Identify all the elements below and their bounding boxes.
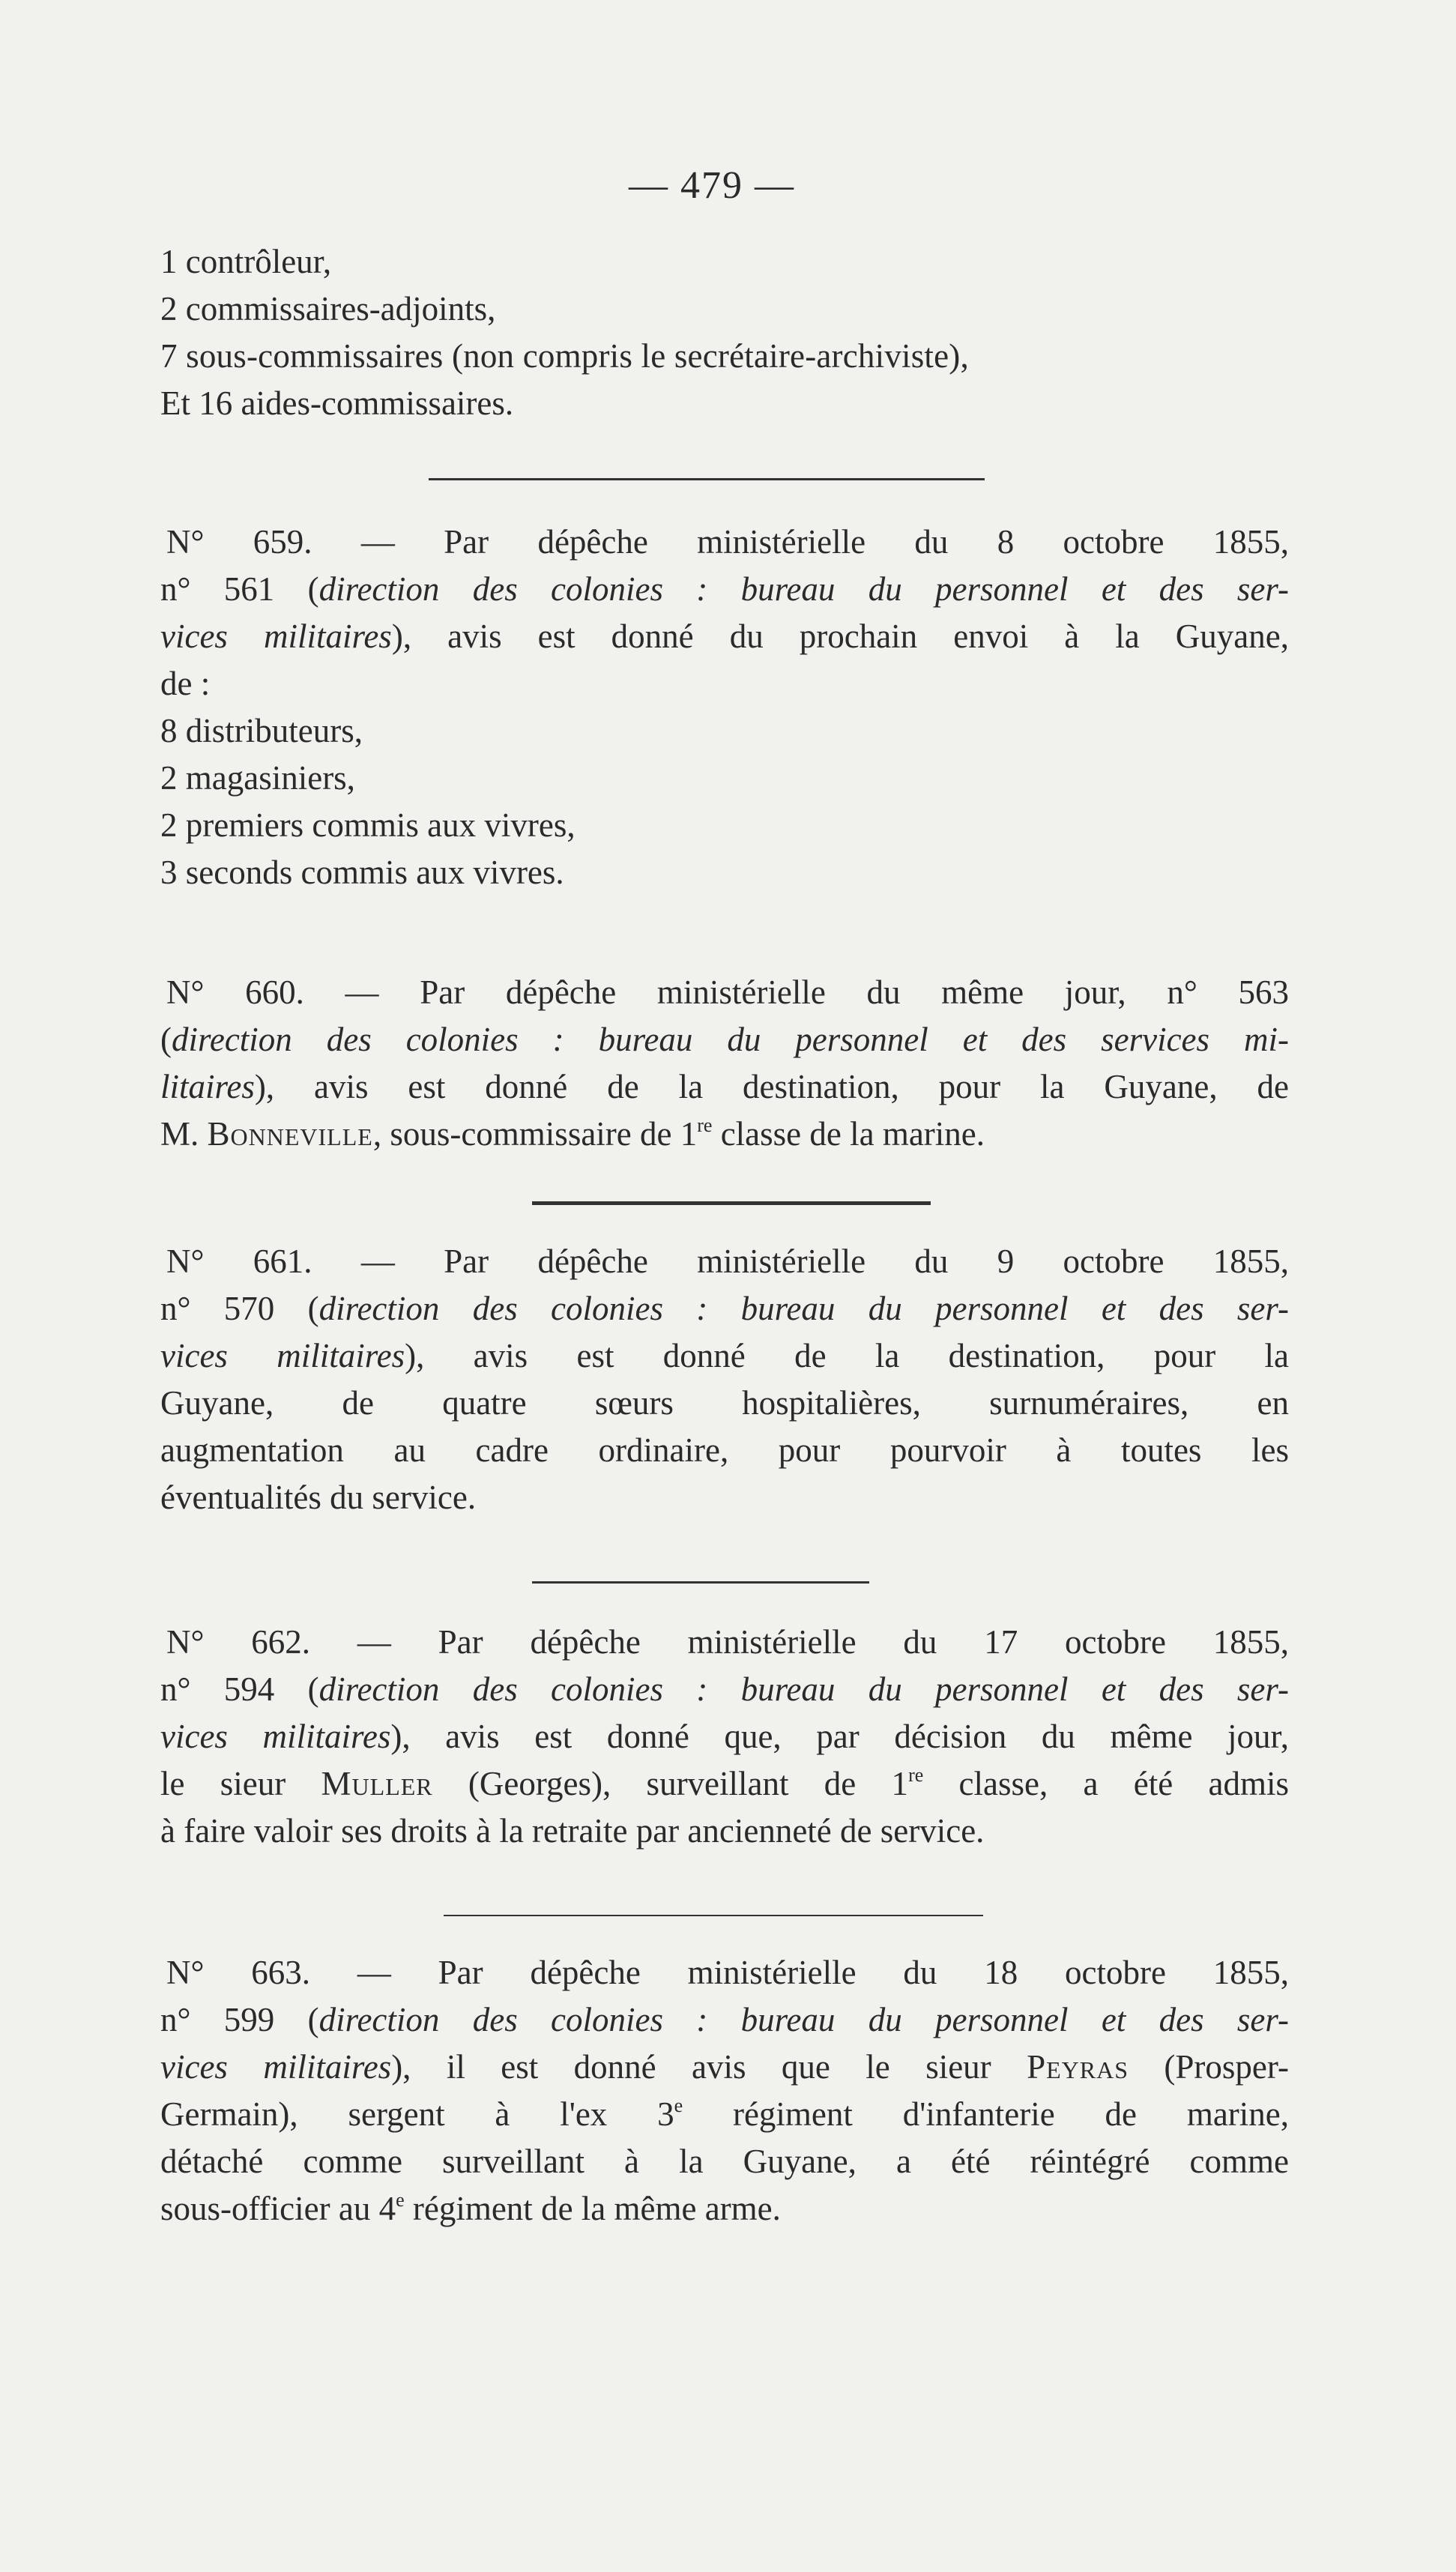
intro-line: 7 sous-commissaires (non compris le secrétaire-archiviste), <box>160 337 969 375</box>
entry-line: n° 561 (direction des colonies : bureau du personnel et des ser- <box>160 570 1289 608</box>
entry-line: augmentation au cadre ordinaire, pour pourvoir à toutes les <box>160 1431 1289 1469</box>
section-divider <box>429 478 985 480</box>
entry-line: vices militaires), avis est donné de la destination, pour la <box>160 1337 1290 1374</box>
entry-line: vices militaires), avis est donné du prochain envoi à la Guyane, <box>160 618 1289 655</box>
entry-line: vices militaires), avis est donné que, par décision du même jour, <box>160 1718 1289 1755</box>
entry-line: vices militaires), il est donné avis que le sieur Peyras (Prosper- <box>160 2048 1289 2086</box>
entry-line: N° 659. — Par dépêche ministérielle du 8 octobre 1855, <box>166 523 1289 561</box>
intro-line: 1 contrôleur, <box>160 243 332 280</box>
list-item: 8 distributeurs, <box>160 712 363 749</box>
entry-663 <box>160 1949 1289 2233</box>
intro-line: 2 commissaires-adjoints, <box>160 290 496 327</box>
entry-660 <box>160 969 1289 1158</box>
entry-line: le sieur Muller (Georges), surveillant de 1re classe, a été admis <box>160 1764 1290 1802</box>
page-number: — 479 — <box>629 164 795 207</box>
intro-list <box>160 238 1289 427</box>
entry-line: Guyane, de quatre sœurs hospitalières, surnuméraires, en <box>160 1384 1289 1422</box>
entry-line: à faire valoir ses droits à la retraite par ancienneté de service. <box>160 1812 985 1850</box>
entry-line: détaché comme surveillant à la Guyane, a été réintégré comme <box>160 2143 1289 2180</box>
entry-662 <box>160 1619 1289 1855</box>
entry-line: sous-officier au 4e régiment de la même arme. <box>160 2189 781 2227</box>
entry-line: de : <box>160 665 211 702</box>
list-item: 2 premiers commis aux vivres, <box>160 806 576 844</box>
section-divider <box>444 1915 983 1916</box>
entry-line: n° 570 (direction des colonies : bureau du personnel et des ser- <box>160 1290 1289 1327</box>
section-divider <box>532 1581 869 1584</box>
entry-line: M. Bonneville, sous-commissaire de 1re classe de la marine. <box>160 1114 985 1153</box>
list-item: 2 magasiniers, <box>160 759 355 797</box>
entry-line: N° 662. — Par dépêche ministérielle du 17 octobre 1855, <box>166 1623 1289 1661</box>
entry-661 <box>160 1238 1289 1521</box>
list-item: 3 seconds commis aux vivres. <box>160 854 564 891</box>
entry-line: éventualités du service. <box>160 1479 477 1516</box>
entry-line: n° 599 (direction des colonies : bureau du personnel et des ser- <box>160 2001 1289 2038</box>
entry-line: (direction des colonies : bureau du personnel et des services mi- <box>160 1021 1289 1058</box>
entry-line: N° 663. — Par dépêche ministérielle du 18 octobre 1855, <box>166 1954 1289 1991</box>
entry-line: litaires), avis est donné de la destination, pour la Guyane, de <box>160 1068 1289 1105</box>
entry-line: Germain), sergent à l'ex 3e régiment d'infanterie de marine, <box>160 2095 1290 2133</box>
entry-line: N° 660. — Par dépêche ministérielle du même jour, n° 563 <box>166 973 1289 1011</box>
section-divider <box>532 1201 931 1205</box>
entry-line: n° 594 (direction des colonies : bureau du personnel et des ser- <box>160 1670 1289 1708</box>
intro-line: Et 16 aides-commissaires. <box>160 384 514 422</box>
entry-659 <box>160 519 1289 896</box>
entry-line: N° 661. — Par dépêche ministérielle du 9 octobre 1855, <box>166 1243 1289 1280</box>
